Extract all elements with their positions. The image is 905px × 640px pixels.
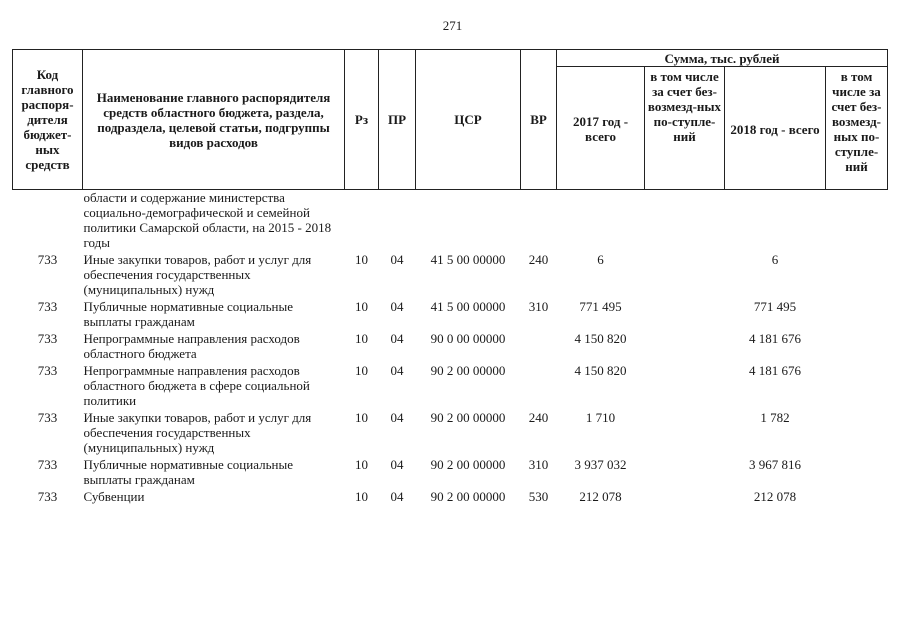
cell-2018-free: [826, 487, 888, 504]
cell-2018-total: 3 967 816: [749, 457, 801, 472]
header-vr: ВР: [521, 50, 557, 190]
cell-vr: [521, 329, 557, 361]
table-row: [13, 297, 888, 329]
cell-2018-total: 212 078: [753, 489, 797, 504]
header-sum-group: Сумма, тыс. рублей: [557, 50, 888, 67]
header-code: Код главного распоря-дителя бюджет-ных средств: [13, 50, 83, 190]
cell-2018-free: [826, 455, 888, 487]
cell-2017-free: [645, 250, 725, 297]
cell-2017-total: 6: [597, 252, 604, 267]
budget-table: [12, 49, 888, 504]
cell-2017-total: 771 495: [579, 299, 622, 314]
table-row: [13, 190, 888, 251]
cell-code: 733: [37, 457, 58, 472]
cell-2018-total: 4 181 676: [749, 331, 801, 346]
cell-2017-free: [645, 329, 725, 361]
cell-name: Иные закупки товаров, работ и услуг для обеспечения государственных (муниципальных) нужд: [83, 252, 312, 297]
cell-csr: 90 2 00 00000: [430, 410, 506, 425]
cell-2017-free: [645, 297, 725, 329]
cell-code: 733: [37, 299, 58, 314]
page-number: 271: [442, 18, 463, 33]
cell-csr: 90 0 00 00000: [430, 331, 506, 346]
cell-csr: 90 2 00 00000: [430, 489, 506, 504]
cell-2018-free: [826, 361, 888, 408]
cell-pr: 04: [390, 410, 404, 425]
cell-pr: 04: [390, 331, 404, 346]
cell-rz: 10: [355, 299, 368, 314]
table-row: [13, 487, 888, 504]
cell-2017-free: [645, 487, 725, 504]
cell-code: 733: [37, 252, 58, 267]
cell-csr: 90 2 00 00000: [430, 457, 506, 472]
cell-rz: 10: [355, 410, 368, 425]
cell-2018-free: [826, 329, 888, 361]
cell-2018-total: 6: [771, 252, 779, 267]
cell-name: Публичные нормативные социальные выплаты гражданам: [83, 299, 293, 329]
cell-pr: 04: [390, 299, 404, 314]
cell-pr: [379, 190, 416, 251]
cell-rz: 10: [355, 331, 368, 346]
header-2018-free: в том числе за счет без-возмезд-ных по-ступле-ний: [826, 67, 888, 190]
cell-2017-total: 4 150 820: [574, 363, 627, 378]
cell-csr: [416, 190, 521, 251]
cell-2018-free: [826, 250, 888, 297]
cell-name: Публичные нормативные социальные выплаты гражданам: [83, 457, 293, 487]
cell-rz: [345, 190, 379, 251]
table-header: [13, 50, 888, 190]
table-body: [13, 190, 888, 505]
cell-2017-free: [645, 455, 725, 487]
cell-vr: [521, 190, 557, 251]
cell-2017-free: [645, 361, 725, 408]
cell-rz: 10: [355, 252, 368, 267]
cell-rz: 10: [355, 363, 368, 378]
cell-code: 733: [37, 363, 58, 378]
cell-code: 733: [37, 489, 58, 504]
cell-rz: 10: [355, 489, 368, 504]
cell-2018-total: 4 181 676: [749, 363, 801, 378]
cell-name: области и содержание министерства социально-демографической и семейной политики Самарской области, на 2015 - 2018 годы: [83, 190, 332, 250]
cell-2018-total: 1 782: [760, 410, 790, 425]
header-pr: ПР: [379, 50, 416, 190]
cell-pr: 04: [390, 457, 404, 472]
cell-2017-total: 1 710: [585, 410, 616, 425]
cell-2017-free: [645, 408, 725, 455]
cell-pr: 04: [390, 252, 404, 267]
cell-csr: 41 5 00 00000: [430, 299, 506, 314]
cell-csr: 90 2 00 00000: [430, 363, 506, 378]
cell-code: 733: [37, 331, 58, 346]
cell-vr: [521, 361, 557, 408]
cell-2017-total: 4 150 820: [574, 331, 627, 346]
cell-csr: 41 5 00 00000: [430, 252, 506, 267]
cell-2018-free: [826, 190, 888, 251]
cell-pr: 04: [390, 363, 404, 378]
header-name: Наименование главного распорядителя средств областного бюджета, раздела, подраздела, целевой статьи, подгруппы видов расходов: [83, 50, 345, 190]
header-rz: Рз: [345, 50, 379, 190]
cell-vr: 310: [528, 299, 549, 314]
table-row: [13, 361, 888, 408]
cell-2018-free: [826, 408, 888, 455]
cell-2018-free: [826, 297, 888, 329]
cell-code: 733: [37, 410, 58, 425]
table-row: [13, 329, 888, 361]
cell-2018-total: [725, 190, 826, 251]
header-csr: ЦСР: [416, 50, 521, 190]
cell-rz: 10: [355, 457, 368, 472]
cell-2017-total: 212 078: [579, 489, 622, 504]
cell-name: Непрограммные направления расходов областного бюджета в сфере социальной политики: [83, 363, 310, 408]
cell-2017-free: [645, 190, 725, 251]
header-2018-total: 2018 год - всего: [725, 67, 826, 190]
table-row: [13, 455, 888, 487]
cell-pr: 04: [390, 489, 404, 504]
header-2017-free: в том числе за счет без-возмезд-ных по-ступле-ний: [645, 67, 725, 190]
table-row: [13, 250, 888, 297]
cell-vr: 240: [528, 252, 549, 267]
table-row: [13, 408, 888, 455]
cell-2017-total: 3 937 032: [574, 457, 627, 472]
cell-name: Субвенции: [83, 489, 145, 504]
cell-vr: 530: [528, 489, 549, 504]
cell-name: Иные закупки товаров, работ и услуг для обеспечения государственных (муниципальных) нужд: [83, 410, 312, 455]
cell-2017-total: [557, 190, 645, 251]
cell-vr: 310: [528, 457, 549, 472]
cell-vr: 240: [528, 410, 549, 425]
header-2017-total: 2017 год - всего: [557, 67, 645, 190]
cell-name: Непрограммные направления расходов областного бюджета: [83, 331, 300, 361]
cell-code: [13, 190, 83, 251]
cell-2018-total: 771 495: [753, 299, 797, 314]
